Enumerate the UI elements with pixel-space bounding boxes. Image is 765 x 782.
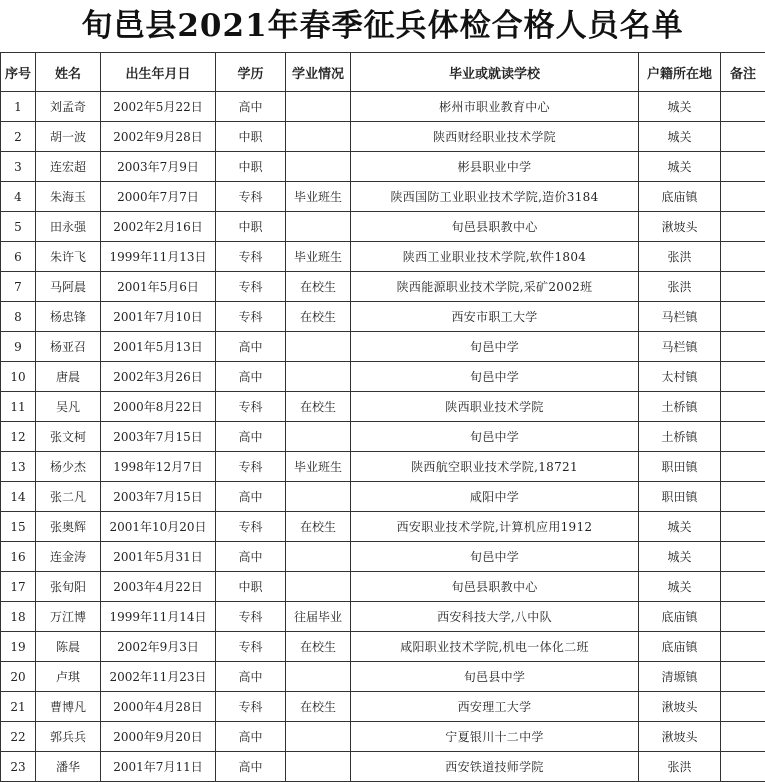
cell-study-status: [286, 662, 351, 692]
cell-birthdate: 2001年5月6日: [101, 272, 216, 302]
cell-name: 卢琪: [36, 662, 101, 692]
cell-birthdate: 2002年9月28日: [101, 122, 216, 152]
cell-school: 旬邑县职教中心: [351, 572, 639, 602]
cell-study-status: 在校生: [286, 272, 351, 302]
table-row: [1, 332, 765, 362]
cell-remarks: [721, 302, 765, 332]
cell-study-status: 毕业班生: [286, 242, 351, 272]
table-row: [1, 392, 765, 422]
cell-index: 1: [1, 92, 36, 122]
cell-education: 专科: [216, 602, 286, 632]
cell-education: 高中: [216, 92, 286, 122]
cell-birthdate: 2000年9月20日: [101, 722, 216, 752]
cell-name: 陈晨: [36, 632, 101, 662]
table-row: [1, 722, 765, 752]
table-row: [1, 182, 765, 212]
cell-name: 连宏超: [36, 152, 101, 182]
cell-education: 中职: [216, 572, 286, 602]
cell-residence: 太村镇: [639, 362, 721, 392]
cell-remarks: [721, 542, 765, 572]
cell-school: 咸阳职业技术学院,机电一体化二班: [351, 632, 639, 662]
cell-index: 20: [1, 662, 36, 692]
cell-birthdate: 2002年3月26日: [101, 362, 216, 392]
cell-residence: 城关: [639, 122, 721, 152]
table-row: [1, 572, 765, 602]
cell-school: 旬邑中学: [351, 422, 639, 452]
cell-residence: 湫坡头: [639, 692, 721, 722]
cell-residence: 城关: [639, 572, 721, 602]
cell-study-status: 往届毕业: [286, 602, 351, 632]
cell-education: 专科: [216, 182, 286, 212]
cell-education: 高中: [216, 362, 286, 392]
cell-remarks: [721, 602, 765, 632]
cell-index: 23: [1, 752, 36, 782]
cell-index: 5: [1, 212, 36, 242]
cell-study-status: [286, 122, 351, 152]
cell-school: 宁夏银川十二中学: [351, 722, 639, 752]
cell-study-status: 毕业班生: [286, 182, 351, 212]
table-row: [1, 272, 765, 302]
cell-education: 高中: [216, 332, 286, 362]
cell-birthdate: 2003年7月15日: [101, 422, 216, 452]
cell-name: 张旬阳: [36, 572, 101, 602]
cell-school: 陕西国防工业职业技术学院,造价3184: [351, 182, 639, 212]
cell-name: 马阿晨: [36, 272, 101, 302]
cell-name: 郭兵兵: [36, 722, 101, 752]
cell-education: 中职: [216, 152, 286, 182]
table-row: [1, 122, 765, 152]
cell-school: 旬邑中学: [351, 332, 639, 362]
cell-name: 张奥辉: [36, 512, 101, 542]
header-cell-residence: 户籍所在地: [639, 53, 721, 92]
cell-birthdate: 2001年10月20日: [101, 512, 216, 542]
cell-education: 高中: [216, 752, 286, 782]
cell-study-status: [286, 482, 351, 512]
cell-study-status: 在校生: [286, 692, 351, 722]
cell-residence: 土桥镇: [639, 422, 721, 452]
cell-residence: 马栏镇: [639, 302, 721, 332]
cell-remarks: [721, 512, 765, 542]
cell-residence: 职田镇: [639, 482, 721, 512]
cell-study-status: [286, 572, 351, 602]
table-row: [1, 362, 765, 392]
cell-residence: 土桥镇: [639, 392, 721, 422]
page-title: 旬邑县2021年春季征兵体检合格人员名单: [0, 0, 765, 52]
cell-remarks: [721, 452, 765, 482]
table-row: [1, 602, 765, 632]
table-row: [1, 422, 765, 452]
cell-study-status: [286, 722, 351, 752]
cell-remarks: [721, 212, 765, 242]
cell-school: 旬邑中学: [351, 542, 639, 572]
cell-school: 西安职业技术学院,计算机应用1912: [351, 512, 639, 542]
cell-residence: 张洪: [639, 242, 721, 272]
cell-birthdate: 1998年12月7日: [101, 452, 216, 482]
cell-index: 17: [1, 572, 36, 602]
cell-study-status: [286, 752, 351, 782]
cell-index: 9: [1, 332, 36, 362]
cell-residence: 湫坡头: [639, 722, 721, 752]
cell-study-status: [286, 92, 351, 122]
cell-birthdate: 2003年4月22日: [101, 572, 216, 602]
cell-index: 7: [1, 272, 36, 302]
header-cell-name: 姓名: [36, 53, 101, 92]
cell-remarks: [721, 572, 765, 602]
table-row: [1, 542, 765, 572]
cell-birthdate: 2001年5月13日: [101, 332, 216, 362]
cell-education: 高中: [216, 662, 286, 692]
cell-education: 专科: [216, 512, 286, 542]
cell-study-status: 在校生: [286, 302, 351, 332]
cell-study-status: 毕业班生: [286, 452, 351, 482]
cell-birthdate: 2000年8月22日: [101, 392, 216, 422]
cell-remarks: [721, 362, 765, 392]
cell-name: 万江博: [36, 602, 101, 632]
roster-sheet: [0, 0, 765, 52]
cell-name: 连金涛: [36, 542, 101, 572]
cell-school: 陕西工业职业技术学院,软件1804: [351, 242, 639, 272]
roster-table: [0, 52, 765, 782]
table-row: [1, 512, 765, 542]
cell-school: 陕西能源职业技术学院,采矿2002班: [351, 272, 639, 302]
cell-index: 15: [1, 512, 36, 542]
cell-study-status: [286, 542, 351, 572]
cell-school: 陕西航空职业技术学院,18721: [351, 452, 639, 482]
cell-education: 专科: [216, 632, 286, 662]
table-row: [1, 92, 765, 122]
cell-school: 旬邑中学: [351, 362, 639, 392]
cell-name: 朱许飞: [36, 242, 101, 272]
cell-education: 高中: [216, 542, 286, 572]
cell-birthdate: 2001年7月11日: [101, 752, 216, 782]
table-row: [1, 452, 765, 482]
cell-residence: 张洪: [639, 752, 721, 782]
cell-name: 唐晨: [36, 362, 101, 392]
cell-residence: 城关: [639, 92, 721, 122]
cell-birthdate: 2000年4月28日: [101, 692, 216, 722]
cell-residence: 张洪: [639, 272, 721, 302]
table-row: [1, 662, 765, 692]
cell-education: 高中: [216, 722, 286, 752]
cell-index: 16: [1, 542, 36, 572]
table-row: [1, 302, 765, 332]
cell-school: 彬州市职业教育中心: [351, 92, 639, 122]
cell-education: 高中: [216, 422, 286, 452]
cell-residence: 城关: [639, 512, 721, 542]
cell-remarks: [721, 722, 765, 752]
cell-study-status: 在校生: [286, 632, 351, 662]
cell-education: 中职: [216, 212, 286, 242]
cell-name: 胡一波: [36, 122, 101, 152]
cell-residence: 底庙镇: [639, 632, 721, 662]
cell-name: 杨忠锋: [36, 302, 101, 332]
cell-remarks: [721, 242, 765, 272]
cell-remarks: [721, 272, 765, 302]
cell-index: 21: [1, 692, 36, 722]
cell-residence: 职田镇: [639, 452, 721, 482]
cell-education: 高中: [216, 482, 286, 512]
cell-remarks: [721, 332, 765, 362]
cell-school: 陕西财经职业技术学院: [351, 122, 639, 152]
cell-index: 22: [1, 722, 36, 752]
cell-name: 朱海玉: [36, 182, 101, 212]
cell-residence: 城关: [639, 152, 721, 182]
table-row: [1, 152, 765, 182]
cell-remarks: [721, 92, 765, 122]
cell-study-status: [286, 332, 351, 362]
cell-study-status: [286, 152, 351, 182]
cell-name: 张文柯: [36, 422, 101, 452]
table-row: [1, 212, 765, 242]
cell-name: 曹博凡: [36, 692, 101, 722]
cell-index: 10: [1, 362, 36, 392]
cell-remarks: [721, 182, 765, 212]
cell-school: 西安铁道技师学院: [351, 752, 639, 782]
cell-study-status: 在校生: [286, 392, 351, 422]
table-row: [1, 752, 765, 782]
cell-education: 专科: [216, 692, 286, 722]
header-cell-education: 学历: [216, 53, 286, 92]
cell-index: 12: [1, 422, 36, 452]
cell-index: 2: [1, 122, 36, 152]
cell-index: 11: [1, 392, 36, 422]
cell-remarks: [721, 692, 765, 722]
table-row: [1, 242, 765, 272]
cell-study-status: [286, 212, 351, 242]
cell-name: 刘孟奇: [36, 92, 101, 122]
cell-school: 咸阳中学: [351, 482, 639, 512]
cell-residence: 城关: [639, 542, 721, 572]
header-cell-index: 序号: [1, 53, 36, 92]
cell-school: 旬邑县职教中心: [351, 212, 639, 242]
cell-school: 西安市职工大学: [351, 302, 639, 332]
cell-index: 4: [1, 182, 36, 212]
cell-birthdate: 2001年7月10日: [101, 302, 216, 332]
cell-index: 13: [1, 452, 36, 482]
cell-index: 19: [1, 632, 36, 662]
table-row: [1, 482, 765, 512]
cell-name: 杨亚召: [36, 332, 101, 362]
cell-birthdate: 2002年5月22日: [101, 92, 216, 122]
cell-school: 旬邑县中学: [351, 662, 639, 692]
header-row: [1, 53, 765, 92]
table-row: [1, 692, 765, 722]
cell-study-status: [286, 422, 351, 452]
cell-index: 8: [1, 302, 36, 332]
cell-index: 18: [1, 602, 36, 632]
cell-school: 彬县职业中学: [351, 152, 639, 182]
cell-birthdate: 1999年11月14日: [101, 602, 216, 632]
cell-remarks: [721, 152, 765, 182]
cell-remarks: [721, 482, 765, 512]
table-row: [1, 632, 765, 662]
cell-birthdate: 2002年2月16日: [101, 212, 216, 242]
cell-birthdate: 2002年9月3日: [101, 632, 216, 662]
cell-name: 张二凡: [36, 482, 101, 512]
cell-residence: 底庙镇: [639, 602, 721, 632]
cell-education: 专科: [216, 272, 286, 302]
roster-body: [1, 92, 765, 782]
cell-remarks: [721, 752, 765, 782]
cell-education: 专科: [216, 242, 286, 272]
cell-name: 吴凡: [36, 392, 101, 422]
header-cell-study-status: 学业情况: [286, 53, 351, 92]
cell-index: 3: [1, 152, 36, 182]
cell-name: 杨少杰: [36, 452, 101, 482]
cell-index: 14: [1, 482, 36, 512]
cell-education: 专科: [216, 392, 286, 422]
header-cell-birthdate: 出生年月日: [101, 53, 216, 92]
cell-birthdate: 2003年7月9日: [101, 152, 216, 182]
cell-residence: 底庙镇: [639, 182, 721, 212]
cell-school: 陕西职业技术学院: [351, 392, 639, 422]
header-cell-school: 毕业或就读学校: [351, 53, 639, 92]
cell-birthdate: 2001年5月31日: [101, 542, 216, 572]
cell-birthdate: 2003年7月15日: [101, 482, 216, 512]
cell-name: 田永强: [36, 212, 101, 242]
cell-birthdate: 2000年7月7日: [101, 182, 216, 212]
cell-birthdate: 1999年11月13日: [101, 242, 216, 272]
cell-residence: 清塬镇: [639, 662, 721, 692]
cell-study-status: 在校生: [286, 512, 351, 542]
cell-school: 西安科技大学,八中队: [351, 602, 639, 632]
header-cell-remarks: 备注: [721, 53, 765, 92]
cell-name: 潘华: [36, 752, 101, 782]
cell-remarks: [721, 662, 765, 692]
cell-education: 中职: [216, 122, 286, 152]
cell-education: 专科: [216, 302, 286, 332]
cell-school: 西安理工大学: [351, 692, 639, 722]
cell-residence: 马栏镇: [639, 332, 721, 362]
cell-remarks: [721, 122, 765, 152]
cell-remarks: [721, 632, 765, 662]
cell-remarks: [721, 422, 765, 452]
cell-residence: 湫坡头: [639, 212, 721, 242]
cell-remarks: [721, 392, 765, 422]
cell-education: 专科: [216, 452, 286, 482]
cell-birthdate: 2002年11月23日: [101, 662, 216, 692]
cell-study-status: [286, 362, 351, 392]
cell-index: 6: [1, 242, 36, 272]
